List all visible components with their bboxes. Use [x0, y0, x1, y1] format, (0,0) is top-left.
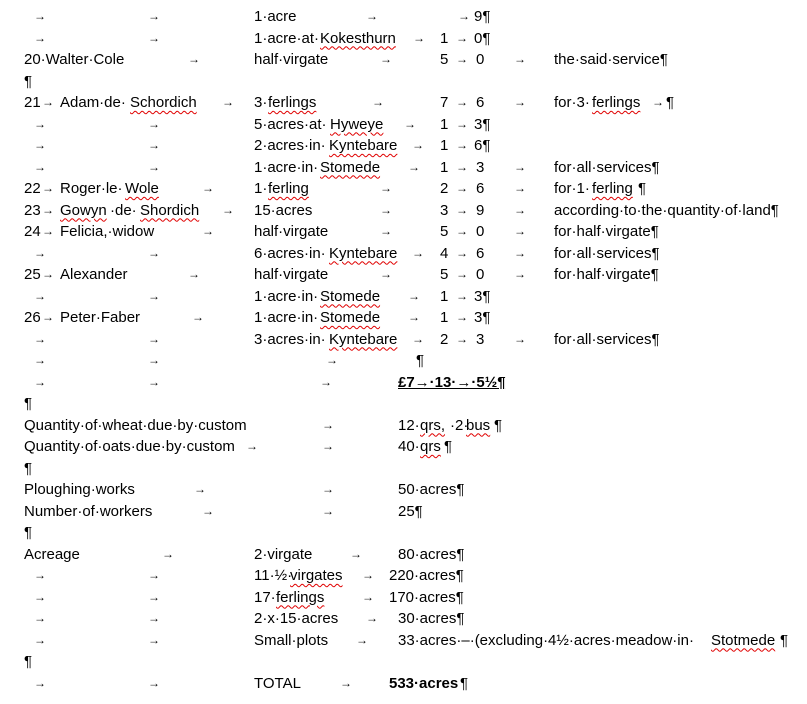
tab-arrow-mark: →: [404, 116, 416, 131]
tab-arrow-mark: →: [148, 632, 160, 647]
pilcrow-mark: ¶: [24, 459, 33, 477]
tab-arrow-mark: →: [514, 181, 526, 195]
text-run: 170·acres¶: [389, 588, 464, 606]
tab-arrow-mark: →: [514, 95, 526, 109]
text-run: 1: [440, 29, 449, 47]
tab-arrow-mark: →: [326, 353, 338, 367]
tab-arrow-mark: →: [514, 202, 526, 217]
tab-arrow-mark: →: [34, 159, 46, 174]
tab-arrow-mark: →: [322, 439, 334, 453]
tab-arrow-mark: →: [322, 503, 334, 518]
text-run: 2·virgate: [254, 545, 313, 563]
text-run: 12·: [398, 416, 420, 434]
tab-arrow-mark: →: [350, 546, 362, 561]
text-run: 3: [476, 330, 485, 348]
spellcheck-word: ferling: [592, 180, 633, 197]
tab-arrow-mark: →: [42, 95, 54, 109]
text-run: 1·acre·in·: [254, 158, 319, 176]
tab-arrow-mark: →: [42, 202, 54, 217]
text-run: 3¶: [474, 115, 491, 133]
text-run: 2: [440, 180, 449, 197]
tab-arrow-mark: →: [412, 331, 424, 346]
tab-arrow-mark: →: [222, 202, 234, 217]
text-run: for·all·services¶: [554, 158, 660, 176]
text-run: TOTAL: [254, 674, 301, 692]
tab-arrow-mark: →: [456, 116, 468, 131]
text-run: Adam·de·: [60, 94, 126, 111]
tab-arrow-mark: →: [514, 267, 526, 281]
text-run: 21: [24, 94, 41, 111]
tab-arrow-mark: →: [148, 245, 160, 260]
spellcheck-word: Stotmede: [711, 631, 776, 649]
tab-arrow-mark: →: [340, 675, 352, 690]
tab-arrow-mark: →: [456, 30, 468, 45]
tab-arrow-mark: →: [652, 95, 664, 109]
spellcheck-word: Wole: [125, 180, 159, 197]
text-run: 50·acres¶: [398, 481, 465, 498]
text-run: 1·acre·in·: [254, 287, 319, 305]
text-run: 20·Walter·Cole: [24, 51, 125, 68]
text-run: 22: [24, 180, 41, 197]
pilcrow-mark: ¶: [460, 674, 469, 692]
spellcheck-word: ferlings: [268, 94, 317, 111]
text-run: 11·½·: [254, 567, 293, 584]
text-run: Quantity·of·oats·due·by·custom: [24, 438, 235, 455]
spellcheck-word: Stomede: [320, 287, 381, 305]
spellcheck-word: ferlings: [276, 588, 325, 606]
tab-arrow-mark: →: [514, 159, 526, 174]
tab-arrow-mark: →: [456, 267, 468, 281]
spellcheck-word: ferling: [268, 180, 309, 197]
text-run: Small·plots: [254, 631, 329, 649]
tab-arrow-mark: →: [456, 159, 468, 174]
text-run: the·said·service¶: [554, 51, 668, 68]
text-run: for·half·virgate¶: [554, 223, 659, 240]
text-run: 0: [476, 223, 485, 240]
text-run: for·1·: [554, 180, 590, 197]
tab-arrow-mark: →: [458, 9, 470, 23]
text-run: 2·acres·in·: [254, 137, 326, 154]
tab-arrow-mark: →: [246, 439, 258, 453]
tab-arrow-mark: →: [456, 181, 468, 195]
tab-arrow-mark: →: [222, 95, 234, 109]
tab-arrow-mark: →: [514, 245, 526, 260]
tab-arrow-mark: →: [380, 267, 392, 281]
text-run: according·to·the·quantity·of·land¶: [554, 201, 779, 219]
spellcheck-word: qrs,: [420, 416, 446, 434]
tab-arrow-mark: →: [34, 568, 46, 582]
pilcrow-mark: ¶: [666, 94, 675, 111]
text-run: 5: [440, 51, 449, 68]
tab-arrow-mark: →: [188, 267, 200, 281]
tab-arrow-mark: →: [372, 95, 384, 109]
text-run: 3: [440, 201, 449, 219]
tab-arrow-mark: →: [456, 288, 468, 303]
text-run: Peter·Faber: [60, 309, 141, 326]
tab-arrow-mark: →: [34, 632, 46, 647]
text-run: 3¶: [474, 287, 491, 305]
tab-arrow-mark: →: [322, 482, 334, 496]
tab-arrow-mark: →: [34, 288, 46, 303]
text-run: half·virgate: [254, 266, 329, 283]
text-run: 2: [440, 330, 449, 348]
text-run: Roger·le·: [60, 180, 123, 197]
tab-arrow-mark: →: [514, 331, 526, 346]
tab-arrow-mark: →: [188, 52, 200, 66]
text-run: 6: [476, 94, 485, 111]
tab-arrow-mark: →: [162, 546, 174, 561]
text-run: 6¶: [474, 137, 491, 154]
tab-arrow-mark: →: [148, 353, 160, 367]
text-run: 26: [24, 309, 41, 326]
text-run: 1: [440, 287, 449, 305]
tab-arrow-mark: →: [148, 568, 160, 582]
tab-arrow-mark: →: [34, 611, 46, 625]
sum-value: £7→·13·→·5½¶: [398, 373, 506, 391]
text-run: half·virgate: [254, 223, 329, 240]
pilcrow-mark: ¶: [24, 524, 33, 541]
text-run: 3·: [254, 94, 268, 111]
text-run: 3¶: [474, 309, 491, 326]
tab-arrow-mark: →: [34, 116, 46, 131]
text-run: Acreage: [24, 545, 80, 563]
tab-arrow-mark: →: [320, 374, 332, 389]
spellcheck-word: Gowyn: [60, 201, 107, 219]
text-run: 5: [440, 266, 449, 283]
tab-arrow-mark: →: [148, 331, 160, 346]
spellcheck-word: Shordich: [140, 201, 200, 219]
text-run: 1·: [254, 180, 268, 197]
tab-arrow-mark: →: [148, 374, 160, 389]
text-run: 5·acres·at·: [254, 115, 327, 133]
text-run: 4: [440, 244, 449, 262]
tab-arrow-mark: →: [514, 224, 526, 238]
spellcheck-word: Kyntebare: [329, 330, 398, 348]
text-run: Quantity·of·wheat·due·by·custom: [24, 416, 247, 434]
tab-arrow-mark: →: [202, 503, 214, 518]
tab-arrow-mark: →: [456, 224, 468, 238]
text-run: for·3·: [554, 94, 590, 111]
text-run: 9¶: [474, 8, 491, 25]
tab-arrow-mark: →: [362, 568, 374, 582]
tab-arrow-mark: →: [42, 224, 54, 238]
tab-arrow-mark: →: [380, 224, 392, 238]
total-value: 533·acres: [389, 674, 459, 692]
tab-arrow-mark: →: [34, 675, 46, 690]
text-run: Ploughing·works: [24, 481, 135, 498]
text-run: 1·acre: [254, 8, 297, 25]
tab-arrow-mark: →: [34, 9, 46, 23]
spellcheck-word: Kyntebare: [329, 244, 398, 262]
tab-arrow-mark: →: [456, 202, 468, 217]
tab-arrow-mark: →: [408, 310, 420, 324]
tab-arrow-mark: →: [408, 159, 420, 174]
text-run: 40·: [398, 438, 420, 455]
text-run: 3·acres·in·: [254, 330, 326, 348]
text-run: 25: [24, 266, 41, 283]
tab-arrow-mark: →: [148, 116, 160, 131]
pilcrow-mark: ¶: [24, 653, 33, 670]
text-run: 1: [440, 158, 449, 176]
tab-arrow-mark: →: [42, 267, 54, 281]
text-run: 0: [476, 51, 485, 68]
tab-arrow-mark: →: [456, 95, 468, 109]
tab-arrow-mark: →: [34, 30, 46, 45]
tab-arrow-mark: →: [514, 52, 526, 66]
text-run: Alexander: [60, 266, 128, 283]
tab-arrow-mark: →: [42, 181, 54, 195]
tab-arrow-mark: →: [148, 30, 160, 45]
text-run: for·all·services¶: [554, 330, 660, 348]
text-run: ·2·: [450, 416, 469, 434]
text-run: Number·of·workers: [24, 502, 153, 520]
text-run: 25¶: [398, 502, 423, 520]
text-run: 1·acre·in·: [254, 309, 319, 326]
tab-arrow-mark: →: [456, 331, 468, 346]
text-run: 0: [476, 266, 485, 283]
tab-arrow-mark: →: [148, 9, 160, 23]
tab-arrow-mark: →: [192, 310, 204, 324]
text-run: 23: [24, 201, 41, 219]
tab-arrow-mark: →: [34, 589, 46, 604]
tab-arrow-mark: →: [202, 224, 214, 238]
tab-arrow-mark: →: [148, 288, 160, 303]
text-run: ·de·: [110, 201, 137, 219]
tab-arrow-mark: →: [408, 288, 420, 303]
text-run: 7: [440, 94, 449, 111]
pilcrow-mark: ¶: [494, 416, 503, 434]
text-run: 1: [440, 115, 449, 133]
tab-arrow-mark: →: [362, 589, 374, 604]
pilcrow-mark: ¶: [638, 180, 647, 197]
tab-arrow-mark: →: [34, 353, 46, 367]
tab-arrow-mark: →: [380, 52, 392, 66]
text-run: 9: [476, 201, 485, 219]
tab-arrow-mark: →: [366, 9, 378, 23]
spellcheck-word: qrs: [420, 438, 441, 455]
tab-arrow-mark: →: [148, 589, 160, 604]
spellcheck-word: Hyweye: [330, 115, 384, 133]
text-run: 1: [440, 137, 449, 154]
tab-arrow-mark: →: [413, 30, 425, 45]
text-run: 1·acre·at·: [254, 29, 320, 47]
tab-arrow-mark: →: [148, 159, 160, 174]
tab-arrow-mark: →: [34, 331, 46, 346]
text-run: 1: [440, 309, 449, 326]
tab-arrow-mark: →: [380, 202, 392, 217]
pilcrow-mark: ¶: [416, 352, 425, 369]
text-run: 17·: [254, 588, 276, 606]
text-run: for·half·virgate¶: [554, 266, 659, 283]
tab-arrow-mark: →: [366, 611, 378, 625]
spellcheck-word: Stomede: [320, 309, 381, 326]
text-run: 5: [440, 223, 449, 240]
text-run: Felicia,·widow: [60, 223, 155, 240]
pilcrow-mark: ¶: [24, 395, 33, 412]
text-run: for·all·services¶: [554, 244, 660, 262]
text-run: 6: [476, 244, 485, 262]
tab-arrow-mark: →: [194, 482, 206, 496]
text-run: 3: [476, 158, 485, 176]
tab-arrow-mark: →: [42, 310, 54, 324]
text-run: 220·acres¶: [389, 567, 464, 584]
tab-arrow-mark: →: [456, 245, 468, 260]
pilcrow-mark: ¶: [24, 72, 33, 90]
tab-arrow-mark: →: [148, 138, 160, 152]
spellcheck-word: virgates: [290, 567, 343, 584]
spellcheck-word: Kokesthurn: [320, 29, 396, 47]
tab-arrow-mark: →: [356, 632, 368, 647]
text-run: 15·acres: [254, 201, 313, 219]
text-run: 24: [24, 223, 41, 240]
spellcheck-word: bus: [466, 416, 491, 434]
tab-arrow-mark: →: [34, 138, 46, 152]
spellcheck-word: ferlings: [592, 94, 641, 111]
pilcrow-mark: ¶: [444, 438, 453, 455]
text-run: 6: [476, 180, 485, 197]
spellcheck-word: Schordich: [130, 94, 197, 111]
text-run: half·virgate: [254, 51, 329, 68]
text-run: 30·acres¶: [398, 610, 465, 627]
tab-arrow-mark: →: [34, 245, 46, 260]
tab-arrow-mark: →: [456, 310, 468, 324]
tab-arrow-mark: →: [412, 138, 424, 152]
tab-arrow-mark: →: [148, 611, 160, 625]
tab-arrow-mark: →: [148, 675, 160, 690]
spellcheck-word: Kyntebare: [329, 137, 398, 154]
tab-arrow-mark: →: [322, 417, 334, 432]
tab-arrow-mark: →: [456, 52, 468, 66]
text-run: 80·acres¶: [398, 545, 465, 563]
tab-arrow-mark: →: [380, 181, 392, 195]
tab-arrow-mark: →: [412, 245, 424, 260]
text-run: 33·acres·–·(excluding·4½·acres·meadow·in·: [398, 631, 694, 649]
text-run: 2·x·15·acres: [254, 610, 339, 627]
tab-arrow-mark: →: [202, 181, 214, 195]
spellcheck-word: Stomede: [320, 158, 381, 176]
tab-arrow-mark: →: [34, 374, 46, 389]
tab-arrow-mark: →: [456, 138, 468, 152]
text-run: 0¶: [474, 29, 491, 47]
pilcrow-mark: ¶: [780, 631, 789, 649]
text-run: 6·acres·in·: [254, 244, 326, 262]
